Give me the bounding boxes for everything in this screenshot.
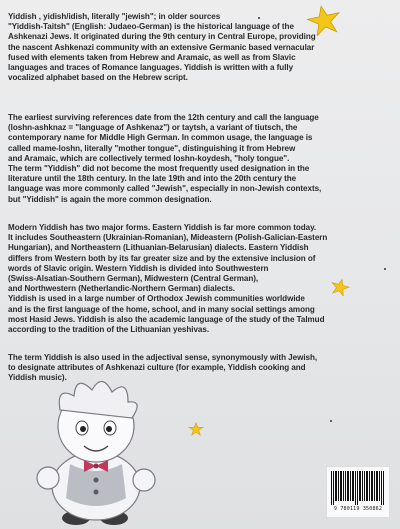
barcode-number: 9 780119 350862 [333, 506, 383, 512]
paragraph-text: The term Yiddish is also used in the adjectival sense, synonymously with Jewish, to designate attributes of Ashkenazi culture (for example, Yiddish cooking and Yiddish music). [8, 353, 318, 383]
star-icon [188, 422, 204, 436]
paragraph-text: The earliest surviving references date from the 12th century and call the language (loshn-ashknaz = "language of Ashkenaz") or taytsh, a variant of tiutsch, the contemporary name for Middle High German. In common usage, the language is called mame-loshn, literally "mother tongue", distinguishing it from Hebrew and Aramaic, which are collectively termed loshn-koydesh, "holy tongue". The term "Yiddish" did not become the most frequently used designation in the literature until the 18th century. In the late 19th and into the 20th century the language was more commonly called "Jewish", especially in non-Jewish contexts, but "Yiddish" is again the more common designation. [8, 113, 322, 204]
star-icon [306, 4, 342, 36]
dot-mark [384, 268, 386, 270]
paragraph-text: Yiddish , yidish/idish, literally "jewish"; in older sources "Yiddish-Taitsh" (English: Judaeo-German) is the historical language of the Ashkenazi Jews. It originated during the 9th century in Central Europe, providing the nascent Ashkenazi community with an extensive Germanic based vernacular fused with elements taken from Hebrew and Aramaic, as well as from Slavic languages and traces of Romance languages. Yiddish is written with a fully vocalized alphabet based on the Hebrew script. [8, 12, 316, 83]
cartoon-mascot-icon [18, 368, 168, 528]
barcode [326, 466, 390, 518]
paragraph-text: Modern Yiddish has two major forms. Eastern Yiddish is far more common today. It includes Southeastern (Ukrainian-Romanian), Mideastern (Polish-Galician-Eastern Hungarian), and Northeastern (Lithuanian-Belarusian) dialects. Eastern Yiddish differs from Western both by its far greater size and by the extensive inclusion of words of Slavic origin. Western Yiddish is divided into Southwestern (Swiss-Alsatian-Southern German), Midwestern (Central German), and Northwestern (Netherlandic-Northern German) dialects. Yiddish is used in a large number of Orthodox Jewish communities worldwide and is the first language of the home, school, and in many social settings among most Hasid Jews. Yiddish is also the academic language of the study of the Talmud according to the tradition of the Lithuanian yeshivas. [8, 223, 328, 335]
dot-mark [258, 17, 260, 19]
paragraph-dialects [8, 223, 380, 335]
barcode-bars [331, 471, 385, 505]
star-icon [330, 278, 350, 296]
paragraph-history [8, 113, 380, 205]
dot-mark [330, 420, 332, 422]
